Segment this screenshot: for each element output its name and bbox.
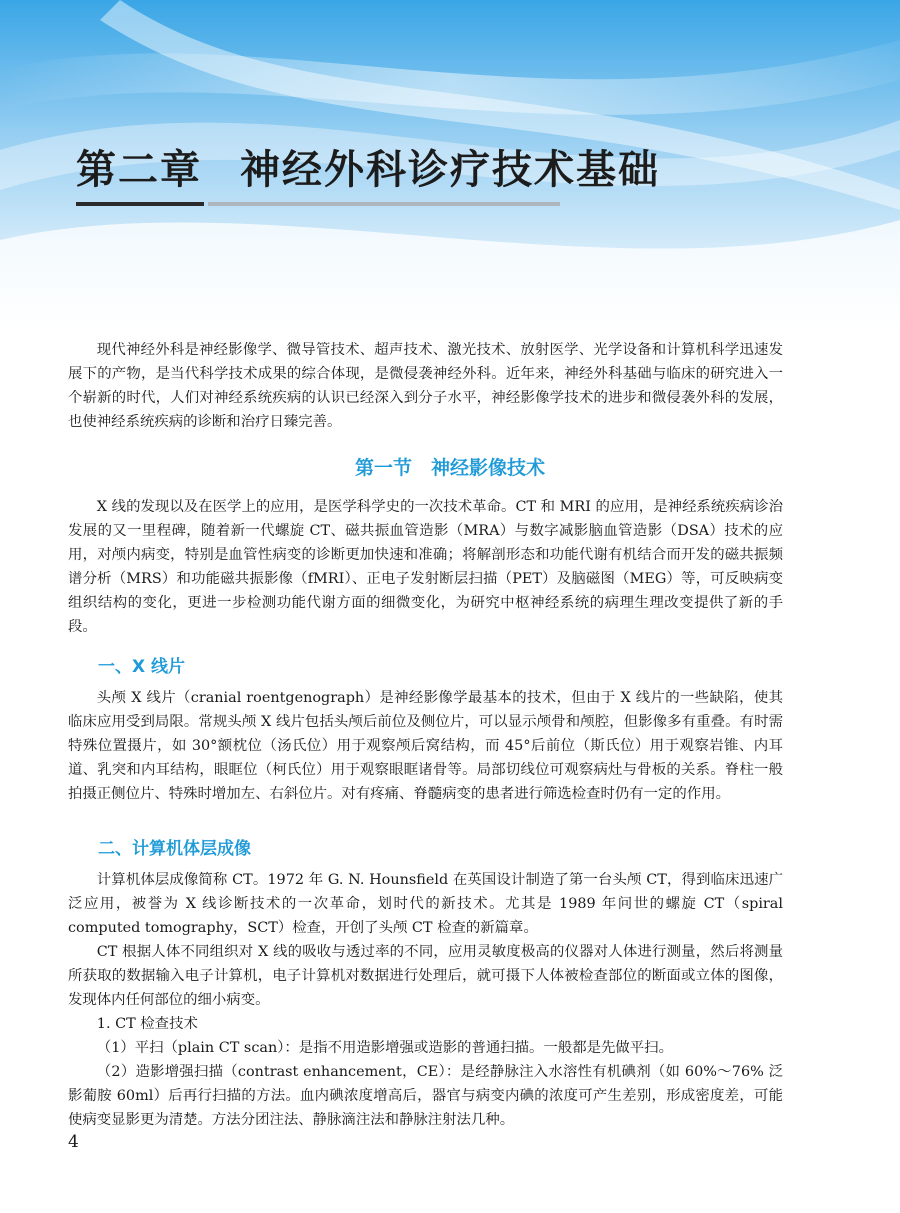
intro-paragraph: 现代神经外科是神经影像学、微导管技术、超声技术、激光技术、放射医学、光学设备和计算机科学迅速发展下的产物，是当代科学技术成果的综合体现，是微侵袭神经外科。近年来，神经外科基础与临床的研究进入一个崭新的时代，人们对神经系统疾病的认识已经深入到分子水平，神经影像学技术的进步和微侵袭外科的发展，也使神经系统疾病的诊断和治疗日臻完善。 [68,342,783,430]
ct-paragraph-2: CT 根据人体不同组织对 X 线的吸收与透过率的不同，应用灵敏度极高的仪器对人体进行测量，然后将测量所获取的数据输入电子计算机，电子计算机对数据进行处理后，就可摄下人体被检查部位的断面或立体的图像，发现体内任何部位的细小病变。 [68,944,783,1008]
chapter-name: 神经外科诊疗技术基础 [240,147,660,193]
ct-item-heading: 1. CT 检查技术 [96,1016,198,1032]
xray-paragraph: 头颅 X 线片（cranial roentgenograph）是神经影像学最基本的技术，但由于 X 线片的一些缺陷，使其临床应用受到局限。常规头颅 X 线片包括头颅后前位及侧位片，可以显示颅骨和颅腔，但影像多有重叠。有时需特殊位置摄片，如 30°额枕位（汤氏位）用于观察颅后窝结构，而 45°后前位（斯氏位）用于观察岩锥、内耳道、乳突和内耳结构，眼眶位（柯氏位）用于观察眼眶诸骨等。局部切线位可观察病灶与骨板的关系。脊柱一般拍摄正侧位片、特殊时增加左、右斜位片。对有疼痛、脊髓病变的患者进行筛选检查时仍有一定的作用。 [68,690,783,802]
ct-item-plain-scan: （1）平扫（plain CT scan）：是指不用造影增强或造影的普通扫描。一般都是先做平扫。 [96,1040,673,1056]
section-intro-paragraph: X 线的发现以及在医学上的应用，是医学科学史的一次技术革命。CT 和 MRI 的应用，是神经系统疾病诊治发展的又一里程碑，随着新一代螺旋 CT、磁共振血管造影（MRA）与数字减影脑血管造影（DSA）技术的应用，对颅内病变，特别是血管性病变的诊断更加快速和准确；将解剖形态和功能代谢有机结合而开发的磁共振频谱分析（MRS）和功能磁共振影像（fMRI）、正电子发射断层扫描（PET）及脑磁图（MEG）等，可反映病变组织结构的变化，更进一步检测功能代谢方面的细微变化，为研究中枢神经系统的病理生理改变提供了新的手段。 [68,499,783,635]
subsection-title-ct: 二、计算机体层成像 [98,839,251,859]
title-rule-light [208,202,560,206]
ct-paragraph-1: 计算机体层成像简称 CT。1972 年 G. N. Hounsfield 在英国设计制造了第一台头颅 CT，得到临床迅速广泛应用，被誉为 X 线诊断技术的一次革命，划时代的新技术。尤其是 1989 年问世的螺旋 CT（spiral computed tomography，SCT）检查，开创了头颅 CT 检查的新篇章。 [68,872,783,936]
title-rule-dark [76,202,204,206]
subsection-title-xray: 一、X 线片 [98,657,186,677]
page-number: 4 [68,1132,79,1152]
ct-item-contrast-scan: （2）造影增强扫描（contrast enhancement，CE）：是经静脉注入水溶性有机碘剂（如 60%～76% 泛影葡胺 60ml）后再行扫描的方法。血内碘浓度增高后，器官与病变内碘的浓度可产生差别，形成密度差，可能使病变显影更为清楚。方法分团注法、静脉滴注法和静脉注射法几种。 [68,1064,783,1128]
section-title: 第一节 神经影像技术 [354,457,545,479]
chapter-number: 第二章 [76,147,202,193]
chapter-title [76,138,660,195]
